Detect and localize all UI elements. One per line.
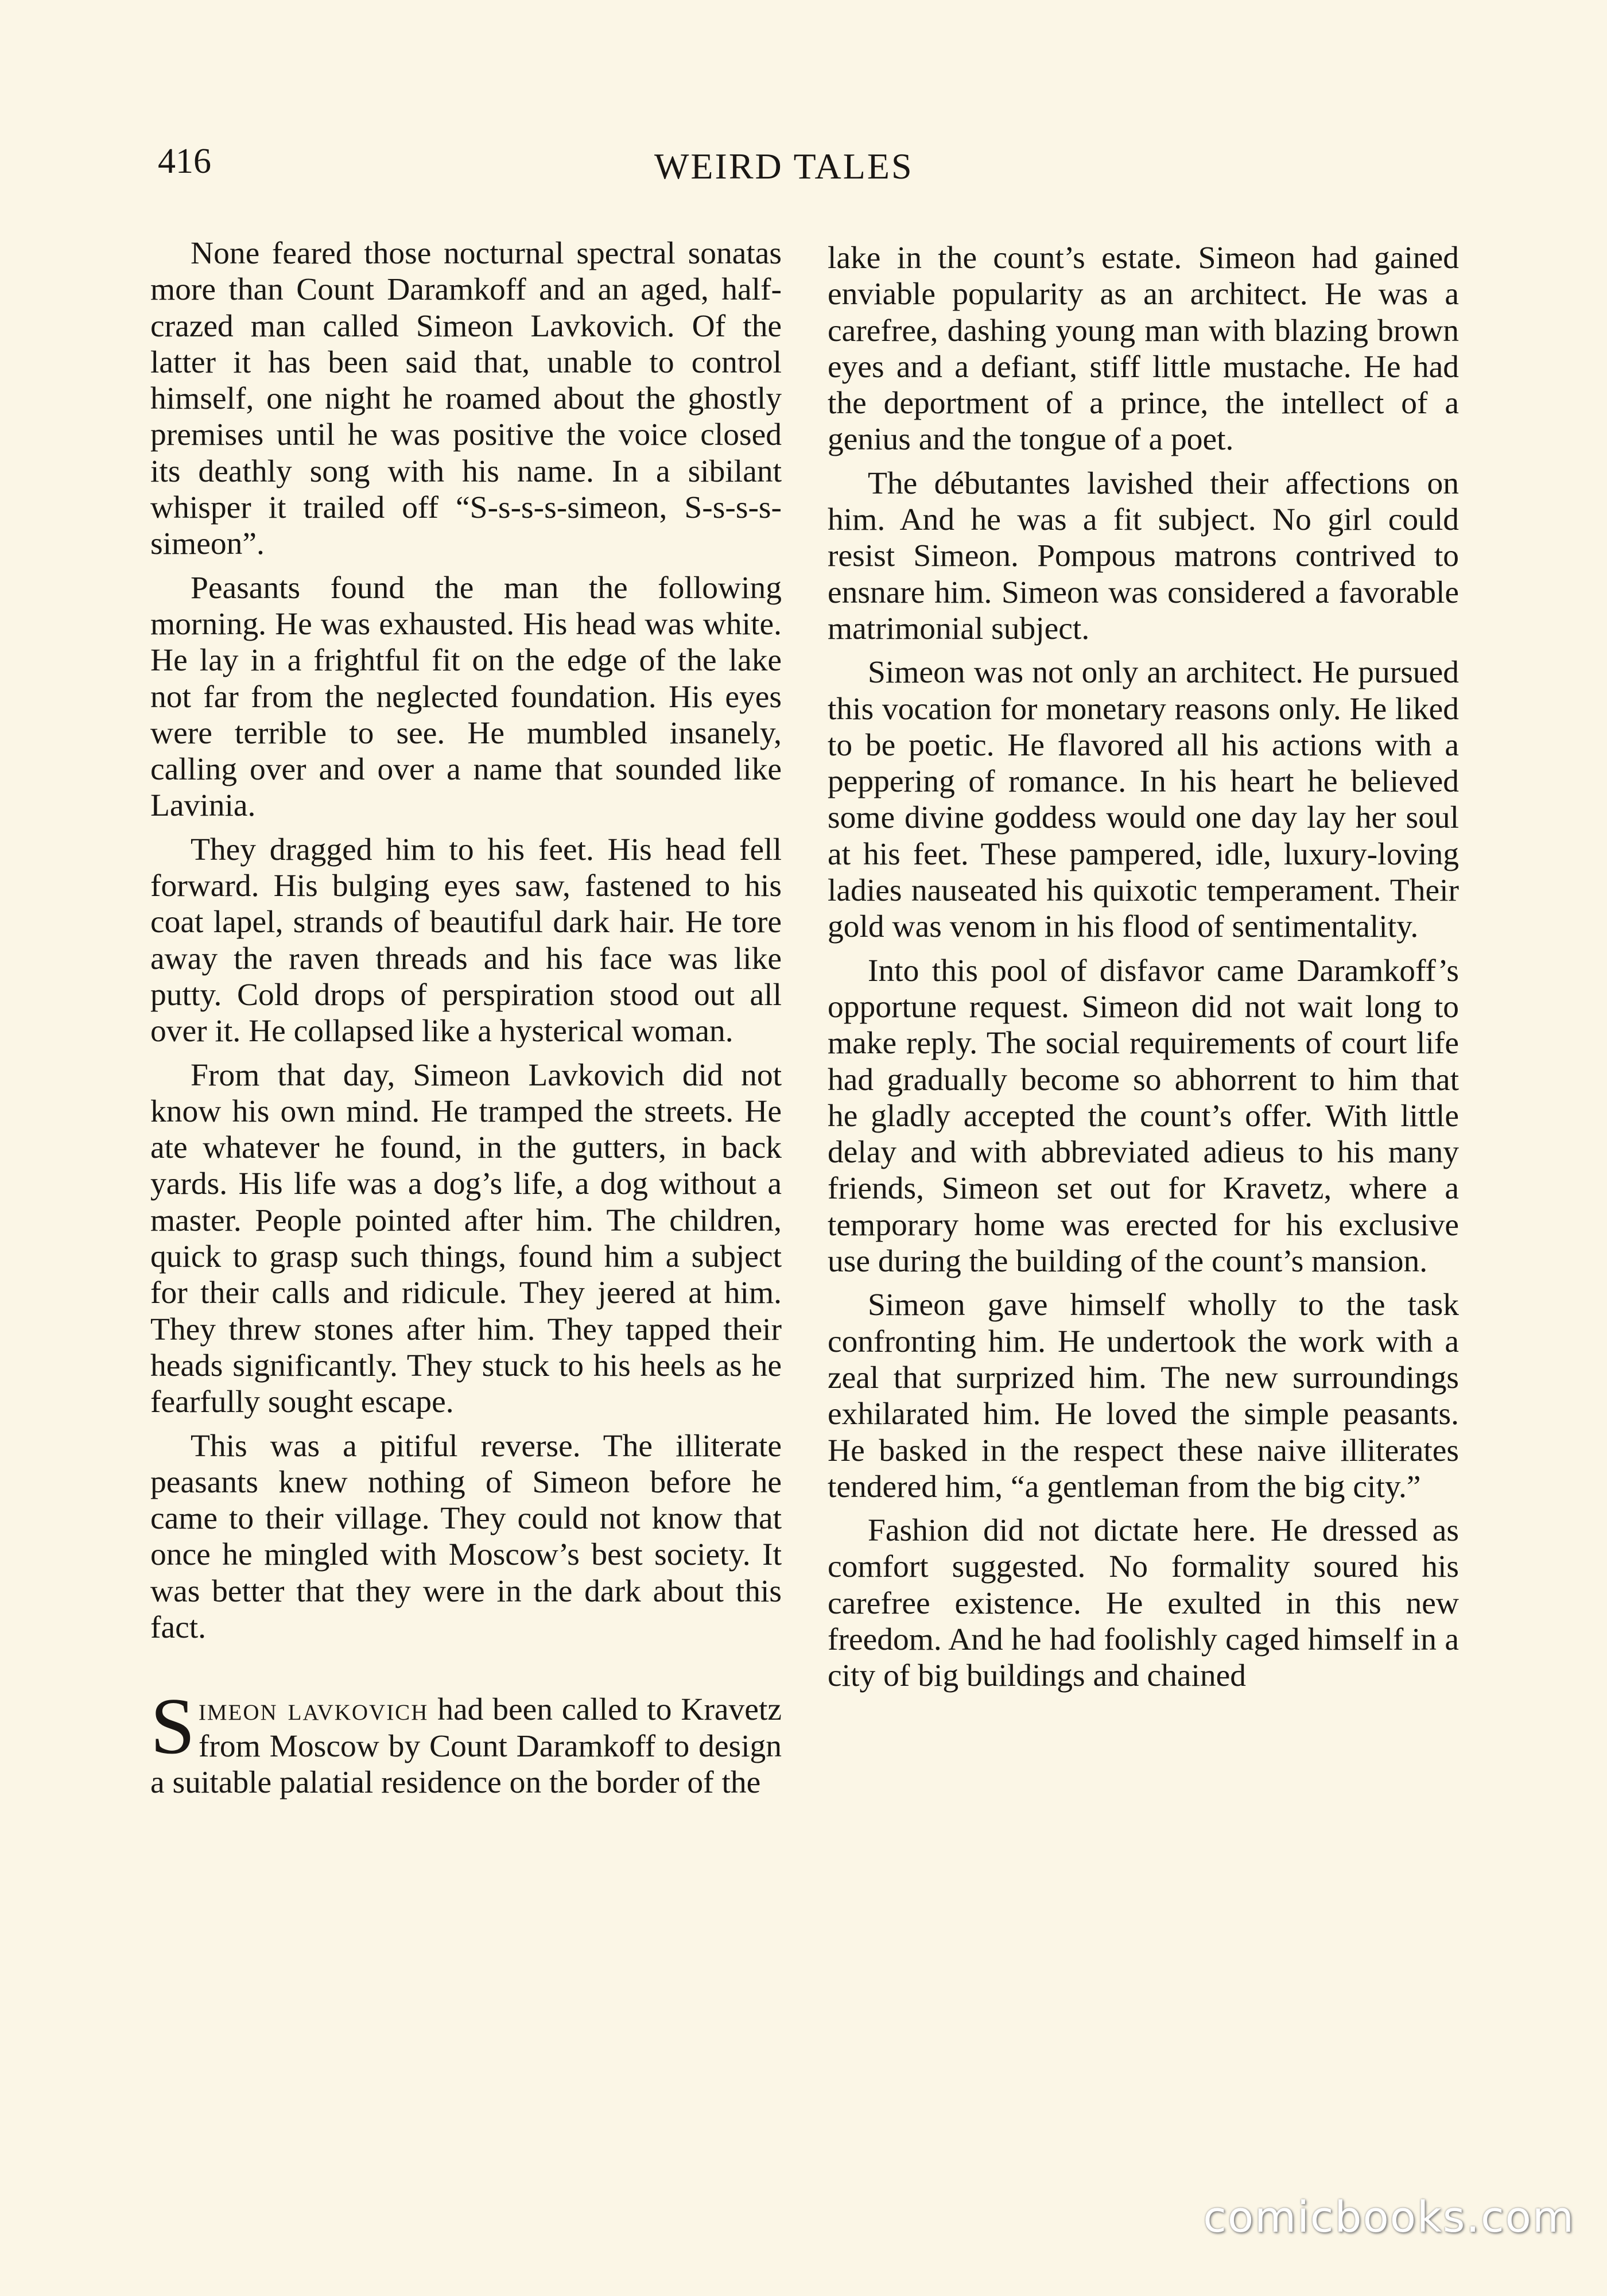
section-opening-paragraph	[150, 1682, 782, 1801]
paragraph: This was a pitiful reverse. The illiterate peasants knew nothing of Simeon before he came to their village. They could not know that once he mingled with Moscow’s best society. It was better that they were in the dark about this fact.	[150, 1428, 782, 1645]
paragraph: Simeon gave himself wholly to the task confronting him. He undertook the work with a zeal that surprized him. The new surroundings exhilarated him. He loved the simple peasants. He basked in the respect these naive illiterates tendered him, “a gentleman from the big city.”	[828, 1287, 1459, 1504]
paragraph: They dragged him to his feet. His head fell forward. His bulging eyes saw, fastened to his coat lapel, strands of beautiful dark hair. He tore away the raven threads and his face was like putty. Cold drops of perspiration stood out all over it. He collapsed like a hysterical woman.	[150, 832, 782, 1049]
paragraph: lake in the count’s estate. Simeon had gained enviable popularity as an architect. He was a carefree, dashing young man with blazing brown eyes and a defiant, stiff little mustache. He had the deportment of a prince, the intellect of a genius and the tongue of a poet.	[828, 241, 1459, 457]
right-column	[828, 240, 1459, 1702]
paragraph: Into this pool of disfavor came Daramkoff’s opportune request. Simeon did not wait long to make reply. The social requirements of court life had gradually become so abhorrent to him that he gladly accepted the count’s offer. With little delay and with abbreviated adieus to his many friends, Simeon set out for Kravetz, where a temporary home was erected for his exclusive use during the building of the count’s mansion.	[828, 953, 1459, 1279]
paragraph: Fashion did not dictate here. He dressed as comfort suggested. No formality soured his carefree existence. He exulted in this new freedom. And he had foolishly caged himself in a city of big buildings and chained	[828, 1513, 1459, 1694]
running-head-title: WEIRD TALES	[654, 146, 914, 187]
left-column	[150, 235, 782, 1808]
drop-cap: S	[150, 1682, 195, 1771]
section-opening-text: had been called to Kravetz from Moscow by Count Daramkoff to design a suitable palatial residence on the border of the	[150, 1692, 782, 1800]
page-number: 416	[158, 142, 211, 181]
paragraph: None feared those nocturnal spectral sonatas more than Count Daramkoff and an aged, half-crazed man called Simeon Lavkovich. Of the latter it has been said that, unable to control himself, one night he roamed about the ghostly premises until he was positive the voice closed its deathly song with his name. In a sibilant whisper it trailed off “S-s-s-s-simeon, S-s-s-s-simeon”.	[150, 236, 782, 562]
small-caps-lead: imeon lavkovich	[198, 1692, 429, 1728]
paragraph: Simeon was not only an architect. He pursued this vocation for monetary reasons only. He liked to be poetic. He flavored all his actions with a peppering of romance. In his heart he believed some divine goddess would one day lay her soul at his feet. These pampered, idle, luxury-loving ladies nauseated his quixotic temperament. Their gold was venom in his flood of sentimentality.	[828, 655, 1459, 945]
paragraph: From that day, Simeon Lavkovich did not know his own mind. He tramped the streets. He ate whatever he found, in the gutters, in back yards. His life was a dog’s life, a dog without a master. People pointed after him. The children, quick to grasp such things, found him a subject for their calls and ridicule. They jeered at him. They threw stones after him. They tapped their heads significantly. They stuck to his heels as he fearfully sought escape.	[150, 1057, 782, 1420]
paragraph: The débutantes lavished their affections on him. And he was a fit subject. No girl could resist Simeon. Pompous matrons contrived to ensnare him. Simeon was considered a favorable matrimonial subject.	[828, 466, 1459, 646]
watermark: comicbooks.com	[1203, 2193, 1575, 2242]
paragraph: Peasants found the man the following morning. He was exhausted. His head was white. He lay in a frightful fit on the edge of the lake not far from the neglected foundation. His eyes were terrible to see. He mumbled insanely, calling over and over a name that sounded like Lavinia.	[150, 570, 782, 824]
